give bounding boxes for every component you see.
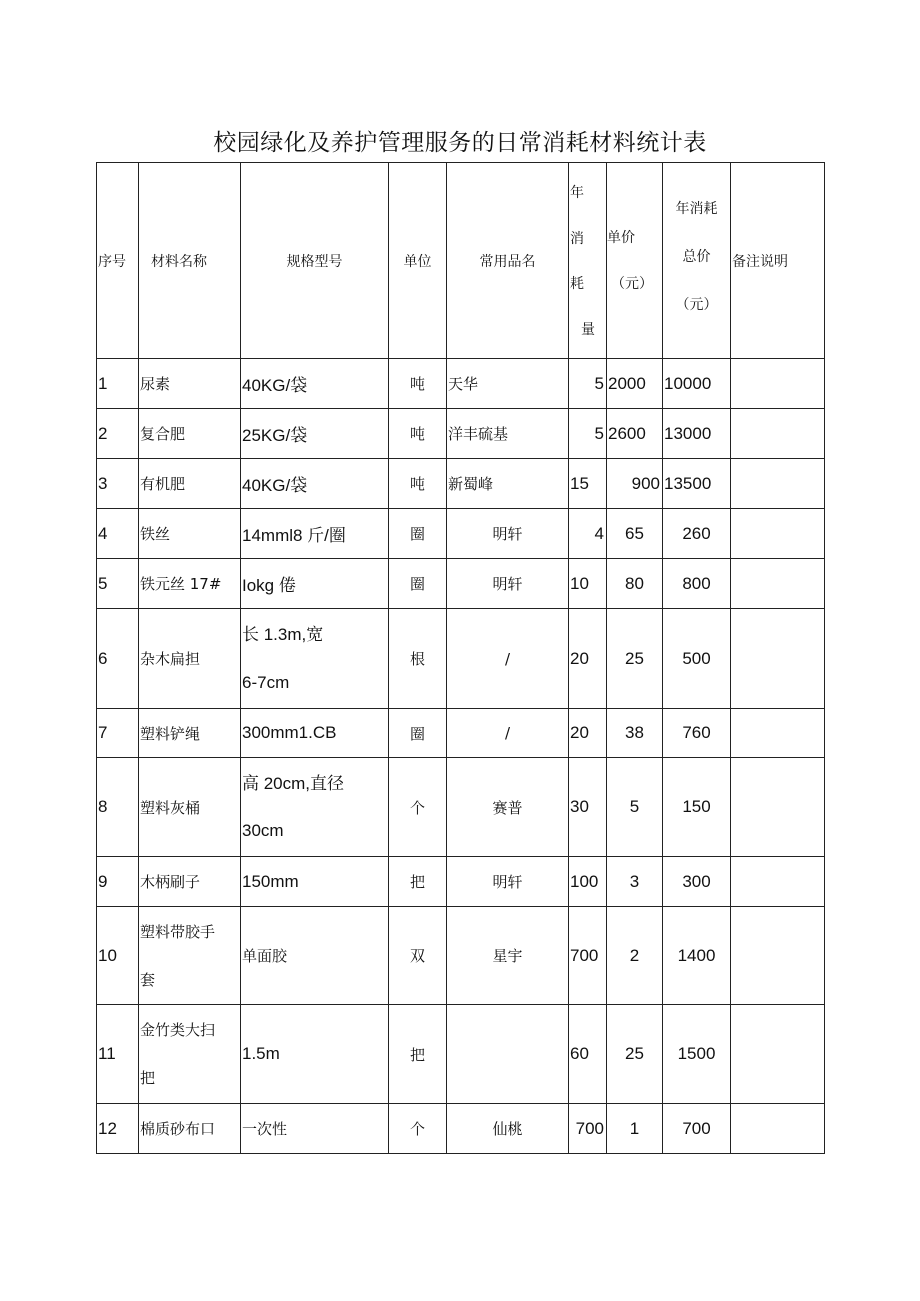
cell-price: 2 <box>607 907 663 1005</box>
cell-brand: 仙桃 <box>447 1104 569 1154</box>
cell-unit: 个 <box>389 758 447 857</box>
header-unit-price <box>607 163 663 359</box>
cell-unit: 圈 <box>389 709 447 758</box>
cell-brand: 天华 <box>447 359 569 409</box>
cell-unit: 把 <box>389 857 447 907</box>
cell-seq: 10 <box>97 907 139 1005</box>
cell-notes <box>731 1005 825 1104</box>
cell-qty: 100 <box>569 857 607 907</box>
cell-unit: 双 <box>389 907 447 1005</box>
cell-brand: 明轩 <box>447 509 569 559</box>
cell-spec-line: 6-7cm <box>242 672 290 692</box>
cell-price: 2600 <box>607 409 663 459</box>
cell-brand: 新蜀峰 <box>447 459 569 509</box>
cell-name: 棉质砂布口 <box>139 1104 241 1154</box>
cell-unit: 根 <box>389 609 447 709</box>
header-annual-total-1: 年消耗 <box>675 200 718 217</box>
cell-price: 2000 <box>607 359 663 409</box>
cell-brand <box>447 1005 569 1104</box>
cell-qty: 20 <box>569 709 607 758</box>
cell-spec: 14mml8 斤/圈 <box>241 509 389 559</box>
table-row <box>97 359 825 409</box>
cell-total: 150 <box>663 758 731 857</box>
cell-spec: 40KG/袋 <box>241 459 389 509</box>
cell-seq: 1 <box>97 359 139 409</box>
cell-brand: 明轩 <box>447 857 569 907</box>
cell-name: 木柄刷子 <box>139 857 241 907</box>
cell-name: 尿素 <box>139 359 241 409</box>
cell-brand: 洋丰硫基 <box>447 409 569 459</box>
cell-seq: 8 <box>97 758 139 857</box>
cell-notes <box>731 509 825 559</box>
header-row <box>97 163 825 359</box>
cell-total: 300 <box>663 857 731 907</box>
cell-name: 杂木扁担 <box>139 609 241 709</box>
cell-qty: 30 <box>569 758 607 857</box>
cell-notes <box>731 459 825 509</box>
header-annual-qty-3: 耗 <box>570 276 584 293</box>
cell-unit: 圈 <box>389 509 447 559</box>
table-row <box>97 709 825 758</box>
cell-notes <box>731 1104 825 1154</box>
cell-seq: 9 <box>97 857 139 907</box>
cell-price: 5 <box>607 758 663 857</box>
cell-unit: 圈 <box>389 559 447 609</box>
header-seq: 序号 <box>97 163 139 359</box>
header-annual-total-2: 总价 <box>682 248 711 265</box>
cell-spec: 单面胶 <box>241 907 389 1005</box>
header-spec: 规格型号 <box>241 163 389 359</box>
cell-spec: 1.5m <box>241 1005 389 1104</box>
header-brand: 常用品名 <box>447 163 569 359</box>
cell-notes <box>731 359 825 409</box>
page-title: 校园绿化及养护管理服务的日常消耗材料统计表 <box>213 130 707 156</box>
cell-name-line: 把 <box>140 1069 156 1087</box>
cell-brand: / <box>447 609 569 709</box>
header-annual-qty-4: 量 <box>581 321 595 338</box>
cell-qty: 15 <box>569 459 607 509</box>
cell-notes <box>731 907 825 1005</box>
table-row <box>97 1104 825 1154</box>
cell-price: 25 <box>607 1005 663 1104</box>
cell-total: 13000 <box>663 409 731 459</box>
cell-name <box>139 1005 241 1104</box>
cell-spec: 150mm <box>241 857 389 907</box>
materials-table <box>96 162 825 1154</box>
header-annual-total-3: （元） <box>675 296 718 313</box>
cell-name-line: 金竹类大扫 <box>140 1021 216 1039</box>
cell-notes <box>731 559 825 609</box>
cell-price: 900 <box>607 459 663 509</box>
cell-total: 760 <box>663 709 731 758</box>
cell-total: 700 <box>663 1104 731 1154</box>
header-unit: 单位 <box>389 163 447 359</box>
cell-qty: 700 <box>569 1104 607 1154</box>
cell-spec-line: 长 1.3m,宽 <box>242 624 324 644</box>
cell-name: 塑料灰桶 <box>139 758 241 857</box>
table-row <box>97 459 825 509</box>
cell-price: 80 <box>607 559 663 609</box>
cell-notes <box>731 857 825 907</box>
cell-seq: 6 <box>97 609 139 709</box>
cell-qty: 10 <box>569 559 607 609</box>
table-row <box>97 758 825 857</box>
cell-price: 25 <box>607 609 663 709</box>
cell-spec: Iokg 倦 <box>241 559 389 609</box>
cell-price: 38 <box>607 709 663 758</box>
table-row <box>97 857 825 907</box>
cell-total: 260 <box>663 509 731 559</box>
cell-name: 铁元丝 17# <box>139 559 241 609</box>
cell-notes <box>731 609 825 709</box>
cell-name-line: 套 <box>140 970 156 989</box>
cell-total: 1500 <box>663 1005 731 1104</box>
cell-name: 有机肥 <box>139 459 241 509</box>
table-row <box>97 609 825 709</box>
cell-brand: 明轩 <box>447 559 569 609</box>
header-name: 材料名称 <box>139 163 241 359</box>
cell-price: 1 <box>607 1104 663 1154</box>
header-notes: 备注说明 <box>731 163 825 359</box>
cell-total: 13500 <box>663 459 731 509</box>
cell-name: 复合肥 <box>139 409 241 459</box>
cell-name <box>139 907 241 1005</box>
cell-spec-line: 30cm <box>242 821 284 840</box>
cell-spec: 25KG/袋 <box>241 409 389 459</box>
cell-qty: 5 <box>569 359 607 409</box>
cell-seq: 7 <box>97 709 139 758</box>
cell-seq: 2 <box>97 409 139 459</box>
cell-total: 10000 <box>663 359 731 409</box>
cell-qty: 5 <box>569 409 607 459</box>
cell-spec-line: 高 20cm,直径 <box>242 774 345 793</box>
cell-price: 65 <box>607 509 663 559</box>
header-unit-price-1: 单价 <box>607 229 635 246</box>
cell-spec: 40KG/袋 <box>241 359 389 409</box>
cell-notes <box>731 409 825 459</box>
cell-seq: 12 <box>97 1104 139 1154</box>
header-annual-qty-1: 年 <box>570 185 584 202</box>
cell-notes <box>731 758 825 857</box>
cell-qty: 4 <box>569 509 607 559</box>
cell-spec: 一次性 <box>241 1104 389 1154</box>
cell-notes <box>731 709 825 758</box>
cell-total: 1400 <box>663 907 731 1005</box>
cell-price: 3 <box>607 857 663 907</box>
cell-unit: 把 <box>389 1005 447 1104</box>
cell-spec: 300mm1.CB <box>241 709 389 758</box>
cell-name-line: 塑料带胶手 <box>140 922 216 941</box>
cell-unit: 吨 <box>389 409 447 459</box>
cell-unit: 个 <box>389 1104 447 1154</box>
table-row <box>97 1005 825 1104</box>
header-annual-qty-2: 消 <box>570 230 584 247</box>
cell-spec <box>241 758 389 857</box>
cell-qty: 60 <box>569 1005 607 1104</box>
table-row <box>97 409 825 459</box>
cell-name: 塑料铲绳 <box>139 709 241 758</box>
table-row <box>97 907 825 1005</box>
cell-qty: 20 <box>569 609 607 709</box>
table-row <box>97 559 825 609</box>
table-row <box>97 509 825 559</box>
header-unit-price-2: （元） <box>611 275 653 292</box>
cell-seq: 4 <box>97 509 139 559</box>
cell-brand: 赛普 <box>447 758 569 857</box>
cell-seq: 3 <box>97 459 139 509</box>
cell-unit: 吨 <box>389 359 447 409</box>
header-annual-qty <box>569 163 607 359</box>
cell-total: 500 <box>663 609 731 709</box>
header-annual-total <box>663 163 731 359</box>
cell-total: 800 <box>663 559 731 609</box>
cell-name: 铁丝 <box>139 509 241 559</box>
cell-brand: 星宇 <box>447 907 569 1005</box>
cell-spec <box>241 609 389 709</box>
cell-seq: 5 <box>97 559 139 609</box>
cell-qty: 700 <box>569 907 607 1005</box>
cell-unit: 吨 <box>389 459 447 509</box>
cell-brand: / <box>447 709 569 758</box>
cell-seq: 11 <box>97 1005 139 1104</box>
